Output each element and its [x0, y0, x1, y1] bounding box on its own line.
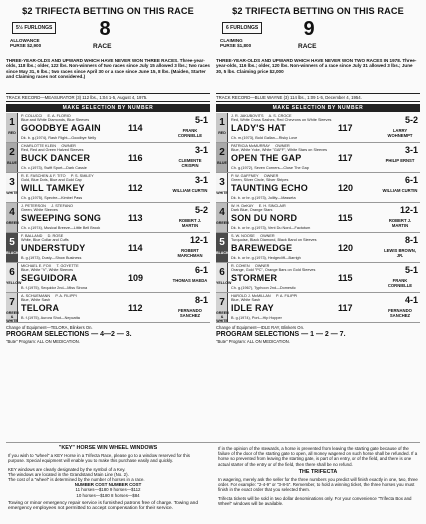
weight: 120	[338, 243, 354, 253]
morning-line-odds: 3-1	[404, 145, 418, 155]
saddle-cloth	[6, 203, 18, 232]
horse-name: SWEEPING SONG	[21, 213, 102, 223]
jockey: ROBERT J. MARTIN	[388, 218, 412, 228]
race-conditions: THREE-YEAR-OLDS AND UPWARD WHICH HAVE NEVER WON TWO RACES IN 1978. Three-year-olds, 116 lbs.; older, 120 lbs. Non-winners of a race since July 31 allowed 3 lbs.; June 30, 5 lbs. Claiming price $2,000	[216, 58, 417, 74]
weight: 117	[338, 303, 353, 313]
distance-box: 6 FURLONGS	[222, 22, 262, 34]
costs-row-1: 11 horses—$180 9 horses—$112	[75, 487, 141, 493]
horse-name: SEGUIDORA	[21, 273, 78, 283]
horse-name: WILL TAMKEY	[21, 183, 85, 193]
saddle-cloth	[216, 263, 232, 292]
trainer: P. W. GAFFNEY	[231, 174, 259, 178]
silks: Orange, Gold "PC", Orange Bars on Gold Sleeves	[231, 268, 316, 272]
horse-name: OPEN THE GAP	[231, 153, 302, 163]
trifecta-denominations: Trifecta tickets will be sold in two dollar denominations only. For your convenience "Trifecta Box and Wheel" windows will be available.	[218, 495, 412, 506]
silks: Green, Silver Circle, Silver Stripes	[231, 178, 289, 182]
key-horse-p1: If you wish to "wheel" a KEY Horse in a Trifecta Race, please go to a window reserved for this purpose. Special equipment will enable you to make this purchase easily and quickly.	[8, 453, 190, 464]
pedigree: Dk. b. or br. g.(1973), Jollity—Masseta	[231, 196, 296, 200]
saddle-cloth	[6, 263, 22, 292]
silks: Blue, White Yoke, White "GAFF", White Stars on Sleeves	[231, 148, 327, 152]
saddle-cloth	[6, 233, 18, 262]
costs-row-2: 10 horses—$180 8 horses—$84	[76, 492, 140, 498]
saddle-color: YELLOW	[6, 281, 22, 285]
trainer: P. COLUCCI	[21, 114, 43, 118]
saddle-color: YELLOW	[216, 281, 232, 285]
owner: J. STEFANO	[51, 204, 73, 208]
entry-row	[6, 263, 210, 293]
saddle-cloth	[216, 173, 228, 202]
pedigree: Ch. g.(1967), Typhoon 2nd—Domestic	[231, 286, 296, 290]
pedigree: B. f.(1975), Sequidor 2nd—Miss Sirona	[21, 286, 88, 290]
weight: 112	[128, 303, 143, 313]
pedigree: Ch. c.(1973), Swift Sport—Dark Cassie	[21, 166, 87, 170]
purse-label: CLAIMING PURSE $1,800	[220, 38, 252, 49]
weight: 109	[128, 273, 144, 283]
post-position: 6	[219, 267, 225, 278]
pedigree: Dk. b. or br. g.(1973), Vent Du Nord—Factotum	[231, 226, 311, 230]
morning-line-odds: 12-1	[399, 205, 418, 215]
owner: A. S. CROCE	[268, 114, 292, 118]
owner: OWNER	[260, 234, 275, 238]
post-position: 7	[219, 297, 225, 308]
weight: 115	[338, 213, 353, 223]
owner: OWNER	[263, 174, 279, 178]
pedigree: B. g.(1973), Dusty—Show Business	[21, 256, 82, 260]
post-position: 5	[219, 237, 225, 248]
silks: Blue, White Sash	[231, 298, 261, 302]
saddle-cloth	[6, 143, 18, 172]
trainer: F. BALLAND	[21, 234, 43, 238]
silks: Blue, White "V", White Sleeves	[21, 268, 74, 272]
trainer: PATRICIA McMURRAY	[231, 144, 270, 148]
saddle-color: GREEN	[6, 221, 19, 225]
race-8-section	[6, 0, 210, 344]
morning-line-odds: 5-1	[194, 115, 208, 125]
entries-list	[216, 113, 420, 323]
morning-line-odds: 3-1	[194, 145, 208, 155]
trainer: J. R. JAKUBOVITS	[231, 114, 264, 118]
saddle-cloth	[216, 143, 228, 172]
trainer: J. PETERSON	[21, 204, 46, 208]
race-number: 8	[99, 18, 111, 40]
owner: OWNER	[61, 144, 76, 148]
horse-name: BAREWEDGE	[231, 243, 293, 253]
owner: P. S. SMILEY	[70, 174, 94, 178]
saddle-color: WHITE	[216, 191, 228, 195]
morning-line-odds: 8-1	[194, 295, 208, 305]
horse-name: BUCK DANCER	[21, 153, 91, 163]
bute-program: "Bute" Program: ALL ON MEDICATION.	[6, 339, 80, 344]
jockey: FERNANDO SANCHEZ	[388, 308, 412, 318]
entry-row	[6, 143, 210, 173]
entry-row	[216, 233, 420, 263]
horse-name: SON DU NORD	[231, 213, 298, 223]
jockey: LEWIS BROWN, JR.	[384, 248, 416, 258]
morning-line-odds: 6-1	[404, 175, 418, 185]
entry-row	[6, 293, 210, 323]
silks: Gold, Blue Dots, Blue and Gold Cap	[21, 178, 82, 182]
weight: 117	[338, 123, 353, 133]
weight: 120	[338, 183, 354, 193]
trifecta-rule: In wagering, merely ask the seller for the three numbers you predict will finish exactly in one, two, three order. For example: "2-4-9" or "3-8-5". Remember, to hold a winning ticket, the three horses you must finish in the exact order that you selected them.	[218, 477, 418, 493]
equipment-change: Change of Equipment—IDLE RAY, Blinkers On.	[216, 325, 305, 330]
entry-row	[6, 233, 210, 263]
jockey: CLEMENTE CRISPIN	[178, 158, 202, 168]
jockey: FRANK CORNIELLE	[177, 128, 203, 138]
weight: 115	[338, 273, 353, 283]
trainer: W. H. DeKAY	[231, 204, 254, 208]
jockey: PHILIP ERNST	[385, 158, 415, 163]
post-position: 3	[219, 177, 225, 188]
trainer: MICHAEL E. FOX	[21, 264, 52, 268]
horse-name: TAUNTING ECHO	[231, 183, 308, 193]
equipment-change: Change of Equipment—TELORA, Blinkers On.	[6, 325, 93, 330]
silks: Red, White Cross Sashes, Red Chevrons on White Sleeves	[231, 118, 332, 122]
morning-line-odds: 5-2	[404, 115, 418, 125]
silks: Dark Blue, Orange Stars	[231, 208, 273, 212]
jockey: FRANK CORNIELLE	[387, 278, 413, 288]
track-record: TRACK RECORD—BLUE WAYNE (3) 114 lbs., 1:09 1-5, December 4, 1954.	[216, 93, 420, 102]
pedigree: Dk. b. or br. g.(1973), Hedgecliff—Barrigh	[231, 256, 301, 260]
saddle-cloth	[6, 293, 18, 322]
pedigree: Ch. c.(1974), Musical Breeze—Little Bell Brook	[21, 226, 101, 230]
pedigree: Ch. g.(1975), Spectre—Kimbel Pass	[21, 196, 83, 200]
race-number: 9	[303, 18, 315, 40]
post-position: 2	[9, 147, 15, 158]
purse-label: ALLOWANCE PURSE $2,900	[10, 38, 42, 49]
jockey: LARRY WOHNEMPT	[387, 128, 413, 138]
morning-line-odds: 8-1	[404, 235, 418, 245]
key-horse-p4: The cost of a "wheel" is determined by the number of horses in a race.	[8, 477, 145, 483]
entry-row	[6, 173, 210, 203]
entry-row	[216, 113, 420, 143]
morning-line-odds: 5-2	[194, 205, 208, 215]
post-position: 4	[9, 207, 15, 218]
jockey: WILLIAM CURTIN	[172, 188, 208, 193]
saddle-color: WHITE	[6, 191, 18, 195]
entry-row	[6, 203, 210, 233]
silks: Turquoise, Black Diamond, Black Band on Sleeves	[231, 238, 317, 242]
entry-row	[216, 263, 420, 293]
jockey: THOMAS MAEDA	[172, 278, 208, 283]
make-selection-header: MAKE SELECTION BY NUMBER	[216, 104, 420, 112]
silks: White, Blue Collar and Cuffs	[21, 238, 69, 242]
horse-name: TELORA	[21, 303, 60, 313]
weight: 113	[128, 213, 143, 223]
saddle-color: BLACK	[6, 251, 19, 255]
bute-program: "Bute" Program: ALL ON MEDICATION.	[216, 339, 290, 344]
morning-line-odds: 5-1	[404, 265, 418, 275]
costs-header: NUMBER COST NUMBER COST	[74, 482, 142, 488]
entry-row	[216, 203, 420, 233]
trainer: R. COHEN	[231, 264, 250, 268]
owner: E. H. SINCLAIR	[258, 204, 286, 208]
owner: T. GOYETTE	[56, 264, 79, 268]
post-position: 2	[219, 147, 225, 158]
trainer: A. SCHUEMANN	[21, 294, 51, 298]
owner: E. A. FLORIO	[47, 114, 71, 118]
horse-name: UNDERSTUDY	[21, 243, 86, 253]
owner: D. ROSE	[47, 234, 64, 238]
key-horse-p3: The windows are located in the Grandstand Main Line (No. 2).	[8, 471, 129, 477]
morning-line-odds: 3-1	[194, 175, 208, 185]
track-record: TRACK RECORD—MEASURATOR (3) 112 lbs., 1:04 1-5, August 4, 1975.	[6, 93, 210, 102]
pedigree: B. f.(1975), Aurora Shot—Nepcatta	[21, 316, 80, 320]
entries-list	[6, 113, 210, 323]
saddle-cloth	[6, 113, 18, 142]
post-position: 7	[9, 297, 15, 308]
horse-name: LADY'S HAT	[231, 123, 286, 133]
race-header	[6, 18, 210, 62]
distance-box: 5½ FURLONGS	[12, 22, 56, 34]
trainer: CHARLOTTE KLEIN	[21, 144, 57, 148]
saddle-color: GREEN	[216, 221, 229, 225]
silks: Blue and White Diamonds, Blue Sleeves	[21, 118, 90, 122]
race-word: RACE	[298, 43, 317, 50]
key-horse-p2: KEY windows are clearly designated by the symbol of a Key.	[8, 466, 126, 472]
race-header	[216, 18, 420, 62]
post-position: 5	[9, 237, 15, 248]
post-position: 3	[9, 177, 15, 188]
horse-name: STORMER	[231, 273, 278, 283]
saddle-color: RED	[218, 131, 226, 135]
silks: Blue, White Sash	[21, 298, 51, 302]
entry-row	[6, 113, 210, 143]
trifecta-banner: $2 TRIFECTA BETTING ON THIS RACE	[232, 6, 404, 16]
saddle-cloth	[6, 173, 18, 202]
horse-name: IDLE RAY	[231, 303, 274, 313]
weight: 114	[128, 123, 143, 133]
trainer: HAROLD J. McMILLAN	[231, 294, 271, 298]
jockey: ROBERT MARCHMAN	[177, 248, 203, 258]
race-word: RACE	[93, 43, 112, 50]
owner: OWNER	[254, 264, 270, 268]
race-9-section	[216, 0, 420, 344]
pedigree: Dk. b. g.(1974), Rash Flight—Goodbye Nelly	[21, 136, 97, 140]
saddle-color: RED	[8, 131, 16, 135]
weight: 116	[128, 153, 143, 163]
weight: 117	[338, 153, 353, 163]
program-selections: PROGRAM SELECTIONS — 1 — 2 — 7.	[216, 331, 346, 338]
weight: 112	[128, 183, 143, 193]
entry-row	[216, 173, 420, 203]
pedigree: Ch. g.(1972), Seven Corners—Close The Gap	[231, 166, 309, 170]
morning-line-odds: 6-1	[194, 265, 208, 275]
post-position: 1	[9, 117, 15, 128]
jockey: FERNANDO SANCHEZ	[178, 308, 202, 318]
horse-name: GOODBYE AGAIN	[21, 123, 101, 133]
post-position: 6	[9, 267, 15, 278]
morning-line-odds: 12-1	[189, 235, 208, 245]
program-selections: PROGRAM SELECTIONS — 4—2 — 3.	[6, 331, 132, 338]
saddle-cloth	[216, 203, 228, 232]
trainer: R. E. FASCHEN & F. TITO	[21, 174, 66, 178]
saddle-color: GREEN & WHITE	[216, 311, 229, 323]
make-selection-header: MAKE SELECTION BY NUMBER	[6, 104, 210, 112]
trifecta-banner: $2 TRIFECTA BETTING ON THIS RACE	[22, 6, 194, 16]
silks: Red, Red and Green Halved Sleeves	[21, 148, 84, 152]
towing-notice: Towing or minor emergency repair service is furnished patrons free of charge. Towing and emergency employees not permitted to accept compensation for their service.	[8, 500, 199, 512]
trifecta-title: THE TRIFECTA	[298, 468, 338, 475]
race-conditions: THREE-YEAR-OLDS AND UPWARD WHICH HAVE NEVER WON THREE RACES. Three-year-olds, 118 lbs.; older, 122 lbs. Non-winners of two races since July 15 allowed 3 lbs.; two races since May 31, 6 lbs.; two races since April 30 or a race since June 15, 8 lbs. (Maiden, Starter and Claiming races not considered.)	[6, 58, 210, 80]
post-position: 4	[219, 207, 225, 218]
post-position: 1	[219, 117, 225, 128]
key-horse-section	[8, 446, 208, 515]
pedigree: Ch. m.(1973), Bold Gallan—Risky Love	[231, 136, 298, 140]
entry-row	[216, 293, 420, 323]
morning-line-odds: 4-1	[404, 295, 418, 305]
saddle-color: BLUE	[217, 161, 227, 165]
weight: 114	[128, 243, 143, 253]
pedigree: B. g.(1974), Port—Hip Hopper	[231, 316, 282, 320]
stewards-rule: If in the opinion of the stewards, a horse is prevented from leaving the starting gate because of the failure of the door of the starting gate to open, all money wagered on such horse shall be refunded. If a horse so prevented from leaving the starting gate, is part of an entry, or of the field, and there is one actual starter of the entry or of the field, then there shall be no refund.	[218, 446, 418, 467]
divider	[6, 442, 420, 443]
stewards-section	[218, 446, 418, 509]
jockey: WILLIAM CURTIN	[382, 188, 418, 193]
owner: OWNER	[275, 144, 290, 148]
saddle-cloth	[216, 293, 228, 322]
saddle-cloth	[216, 113, 228, 142]
owner: P. A. FILIPPI	[275, 294, 298, 298]
saddle-color: BLACK	[216, 251, 229, 255]
jockey: ROBERT J. MARTIN	[178, 218, 202, 228]
silks: Green, White Sleeves	[21, 208, 58, 212]
entry-row	[216, 143, 420, 173]
owner: P. A. FILIPPI	[55, 294, 77, 298]
saddle-cloth	[216, 233, 228, 262]
key-horse-title: "KEY" HORSE WIN WHEEL WINDOWS	[58, 445, 158, 451]
saddle-color: BLUE	[7, 161, 17, 165]
trainer: S. W. NOOSE	[231, 234, 255, 238]
saddle-color: GREEN & WHITE	[6, 311, 19, 323]
